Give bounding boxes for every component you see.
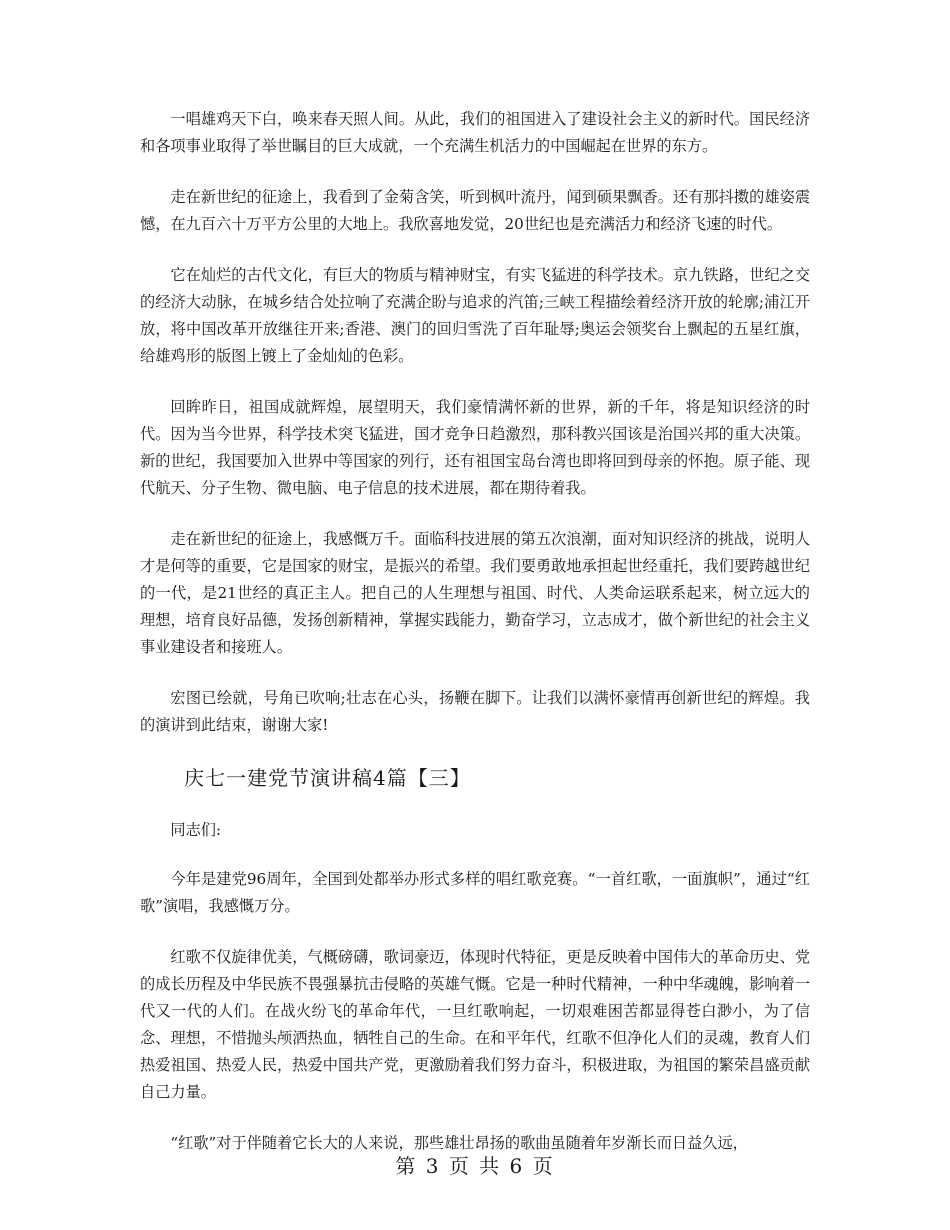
body-paragraph: 今年是建党96周年，全国到处都举办形式多样的唱红歌竞赛。“一首红歌，一面旗帜”，通过“红歌”演唱，我感慨万分。 bbox=[140, 870, 810, 915]
section-heading: 庆七一建党节演讲稿4篇【三】 bbox=[184, 766, 471, 790]
body-paragraph: “红歌”对于伴随着它长大的人来说，那些雄壮昂扬的歌曲虽随着年岁渐长而日益久远， bbox=[170, 1134, 748, 1152]
page-body bbox=[140, 106, 810, 1181]
body-paragraph: 红歌不仅旋律优美，气概磅礴，歌词豪迈，体现时代特征，更是反映着中国伟大的革命历史、党的成长历程及中华民族不畏强暴抗击侵略的英雄气慨。它是一种时代精神，一种中华魂魄，影响着一代又一代的人们。在战火纷飞的革命年代，一旦红歌响起，一切艰难困苦都显得苍白渺小，为了信念、理想，不惜抛头颅洒热血，牺牲自己的生命。在和平年代，红歌不但净化人们的灵魂，教育人们热爱祖国、热爱人民，热爱中国共产党，更激励着我们努力奋斗，积极进取，为祖国的繁荣昌盛贡献自己力量。 bbox=[140, 948, 810, 1101]
body-paragraph: 走在新世纪的征途上，我看到了金菊含笑，听到枫叶流丹，闻到硕果飘香。还有那抖擞的雄姿震憾，在九百六十万平方公里的大地上。我欣喜地发觉，20世纪也是充满活力和经济飞速的时代。 bbox=[140, 188, 810, 233]
body-paragraph: 它在灿烂的古代文化，有巨大的物质与精神财宝，有实飞猛进的科学技术。京九铁路，世纪之交的经济大动脉，在城乡结合处拉响了充满企盼与追求的汽笛;三峡工程描绘着经济开放的轮廓;浦江开放，将中国改革开放继往开来;香港、澳门的回归雪洗了百年耻辱;奥运会领奖台上飘起的五星红旗，给雄鸡形的版图上镀上了金灿灿的色彩。 bbox=[140, 266, 810, 365]
body-paragraph: 走在新世纪的征途上，我感慨万千。面临科技进展的第五次浪潮，面对知识经济的挑战，说明人才是何等的重要，它是国家的财宝，是振兴的希望。我们要勇敢地承担起世经重托，我们要跨越世纪的一代，是21世经的真正主人。把自己的人生理想与祖国、时代、人类命运联系起来，树立远大的理想，培育良好品德，发扬创新精神，掌握实践能力，勤奋学习，立志成才，做个新世纪的社会主义事业建设者和接班人。 bbox=[140, 530, 810, 656]
body-paragraph: 回眸昨日，祖国成就辉煌，展望明天，我们豪情满怀新的世界，新的千年，将是知识经济的时代。因为当今世界，科学技术突飞猛进，国才竞争日趋激烈，那科教兴国该是治国兴邦的重大决策。新的世纪，我国要加入世界中等国家的列行，还有祖国宝岛台湾也即将回到母亲的怀抱。原子能、现代航天、分子生物、微电脑、电子信息的技术进展，都在期待着我。 bbox=[140, 398, 810, 497]
body-paragraph: 一唱雄鸡天下白，唤来春天照人间。从此，我们的祖国进入了建设社会主义的新时代。国民经济和各项事业取得了举世瞩目的巨大成就，一个充满生机活力的中国崛起在世界的东方。 bbox=[140, 110, 810, 155]
page-footer: 第 3 页 共 6 页 bbox=[395, 1154, 555, 1178]
body-paragraph: 宏图已绘就，号角已吹响;壮志在心头，扬鞭在脚下。让我们以满怀豪情再创新世纪的辉煌。我的演讲到此结束，谢谢大家! bbox=[140, 689, 810, 734]
salutation: 同志们: bbox=[170, 821, 222, 839]
